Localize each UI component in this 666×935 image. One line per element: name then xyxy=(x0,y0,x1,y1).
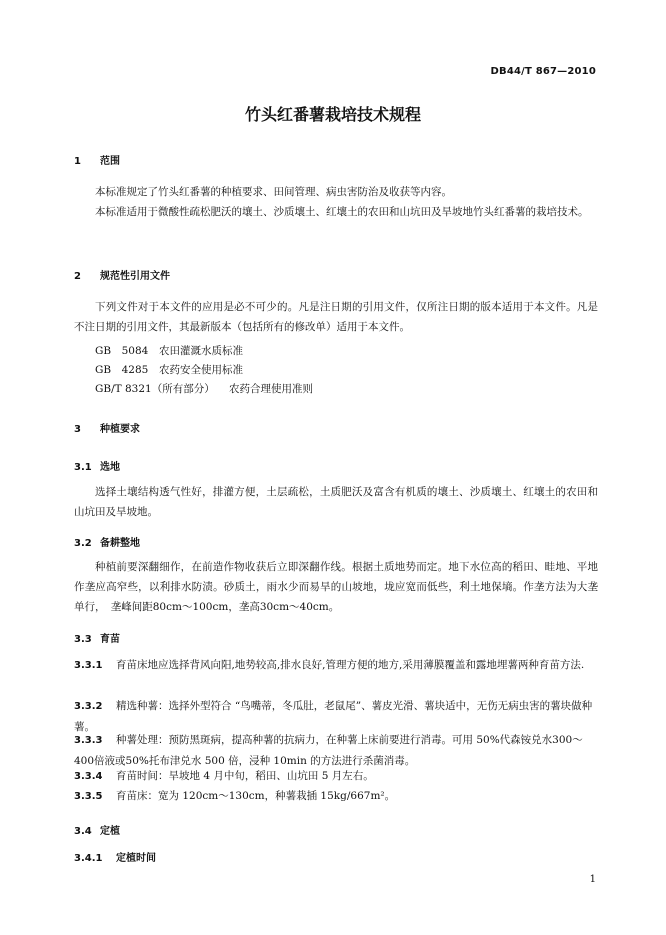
subclause-text: 育苗床：宽为 120cm～130cm，种薯栽插 15kg/667m²。 xyxy=(116,790,396,802)
paragraph: 种植前要深翻细作，在前造作物收获后立即深翻作线。根据土质地势而定。地下水位高的稻田、畦地、平地作垄应高窄些，以利排水防渍。砂质土，雨水少而易旱的山坡地，垅应宽而低些，利土地保墒。作垄方法为大垄单行， 垄峰间距80cm～100cm，垄高30cm～40cm。 xyxy=(74,561,598,613)
section-number: 3.3 xyxy=(74,634,92,645)
subclause-item xyxy=(74,655,598,676)
page-number: 1 xyxy=(589,874,596,885)
section-2-heading xyxy=(74,267,170,282)
reference-item xyxy=(95,381,313,396)
section-number: 2 xyxy=(74,271,81,282)
section-number: 3 xyxy=(74,424,81,435)
paragraph: 下列文件对于本文件的应用是必不可少的。凡是注日期的引用文件，仅所注日期的版本适用于本文件。凡是不注日期的引用文件，其最新版本（包括所有的修改单）适用于本文件。 xyxy=(74,301,598,333)
subclause-number: 3.3.4 xyxy=(74,771,103,782)
subclause-text: 育苗时间：旱坡地 4 月中旬，稻田、山坑田 5 月左右。 xyxy=(116,770,374,782)
section-title: 定植 xyxy=(100,826,120,837)
subclause-number: 3.3.5 xyxy=(74,791,103,802)
section-3-2-heading xyxy=(74,534,140,549)
reference-name: 农药合理使用准则 xyxy=(229,383,313,395)
paragraph: 本标准规定了竹头红番薯的种植要求、田间管理、病虫害防治及收获等内容。 xyxy=(95,186,452,198)
section-title: 定植时间 xyxy=(116,853,156,864)
section-1-heading xyxy=(74,152,120,167)
paragraph: 本标准适用于微酸性疏松肥沃的壤土、沙质壤土、红壤土的农田和山坑田及旱坡地竹头红番薯的栽培技术。 xyxy=(95,206,589,218)
section-3-1-heading xyxy=(74,458,120,473)
reference-name: 农药安全使用标准 xyxy=(159,364,243,376)
subclause-item xyxy=(74,766,598,787)
subclause-item xyxy=(74,786,598,807)
section-title: 育苗 xyxy=(100,634,120,645)
section-title: 规范性引用文件 xyxy=(100,271,170,282)
reference-code: GB/T 8321（所有部分） xyxy=(95,383,215,395)
subclause-text: 精选种薯：选择外型符合 “鸟嘴蒂，冬瓜肚，老鼠尾”、薯皮光滑、薯块适中，无伤无病虫害的薯块做种薯。 xyxy=(74,700,593,733)
subclause-number: 3.3.3 xyxy=(74,735,103,746)
subclause-number: 3.3.2 xyxy=(74,701,103,712)
subclause-text: 育苗床地应选择背风向阳,地势较高,排水良好,管理方便的地方,采用薄膜覆盖和露地埋薯两种育苗方法. xyxy=(116,659,585,671)
subclause-text: 种薯处理：预防黑斑病，提高种薯的抗病力，在种薯上床前要进行消毒。可用 50%代森铵兑水300～400倍液或50%托布津兑水 500 倍，浸种 10min 的方法进行杀菌消毒。 xyxy=(74,734,583,767)
section-number: 3.4.1 xyxy=(74,853,103,864)
subclause-item xyxy=(74,730,598,771)
section-title: 备耕整地 xyxy=(100,538,140,549)
section-title: 选地 xyxy=(100,462,120,473)
section-number: 1 xyxy=(74,156,81,167)
section-3-heading xyxy=(74,420,140,435)
section-3-4-heading xyxy=(74,822,120,837)
reference-code: GB 4285 xyxy=(95,364,149,376)
section-title: 种植要求 xyxy=(100,424,140,435)
section-3-4-1-heading xyxy=(74,849,156,864)
section-3-3-heading xyxy=(74,630,120,645)
reference-code: GB 5084 xyxy=(95,345,149,357)
paragraph: 选择土壤结构透气性好，排灌方便，土层疏松，土质肥沃及富含有机质的壤土、沙质壤土、红壤土的农田和山坑田及旱坡地。 xyxy=(74,486,598,518)
reference-name: 农田灌溉水质标准 xyxy=(159,345,243,357)
reference-item xyxy=(95,343,243,358)
document-code: DB44/T 867—2010 xyxy=(490,66,596,77)
document-title: 竹头红番薯栽培技术规程 xyxy=(244,105,421,124)
section-title: 范围 xyxy=(100,156,120,167)
subclause-number: 3.3.1 xyxy=(74,660,103,671)
section-number: 3.2 xyxy=(74,538,92,549)
section-number: 3.4 xyxy=(74,826,92,837)
reference-item xyxy=(95,362,243,377)
section-number: 3.1 xyxy=(74,462,92,473)
